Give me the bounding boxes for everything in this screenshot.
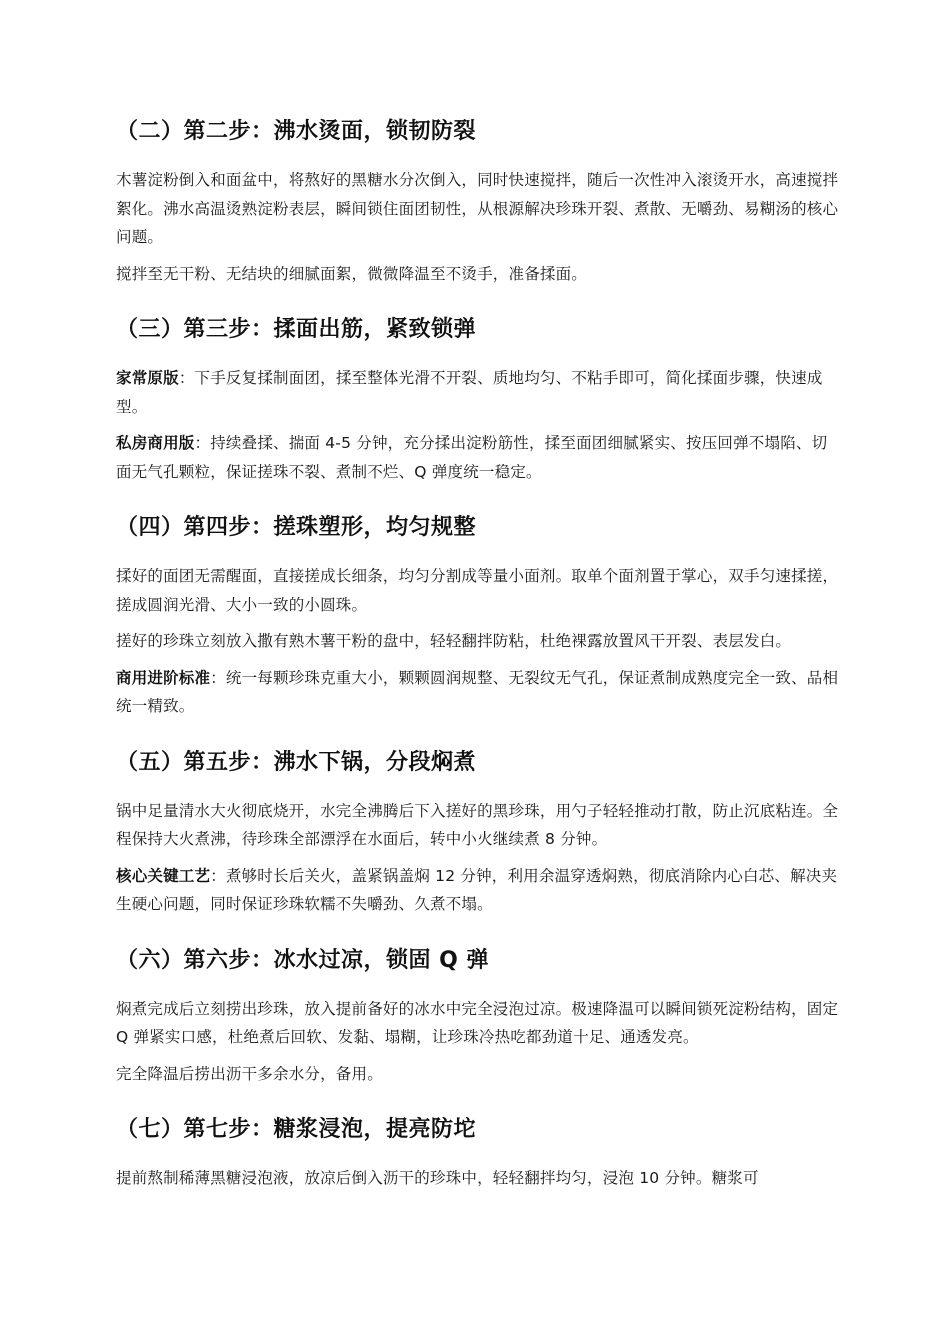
paragraph [116,664,840,721]
paragraph [116,1060,840,1089]
paragraph [116,1164,840,1193]
section-spacer [116,1096,840,1110]
section [116,1110,840,1193]
section-spacer [116,729,840,743]
paragraph-text: ：煮够时长后关火，盖紧锅盖焖 12 分钟，利用余温穿透焖熟，彻底消除内心白芯、解决夹生硬心问题，同时保证珍珠软糯不失嚼劲、久煮不塌。 [116,866,838,913]
paragraph [116,429,840,486]
section [116,310,840,486]
paragraph-bold-label: 核心关键工艺 [116,866,211,885]
paragraph-bold-label: 商用进阶标准 [116,668,211,687]
section-heading: （三）第三步：揉面出筋，紧致锁弹 [116,317,477,342]
paragraph-text: 搅拌至无干粉、无结块的细腻面絮，微微降温至不烫手，准备揉面。 [116,264,588,283]
section [116,743,840,919]
paragraph [116,562,840,619]
section [116,941,840,1089]
paragraph-text: 木薯淀粉倒入和面盆中，将熬好的黑糖水分次倒入，同时快速搅拌，随后一次性冲入滚烫开水，高速搅拌絮化。沸水高温烫熟淀粉表层，瞬间锁住面团韧性，从根源解决珍珠开裂、煮散、无嚼劲、易糊汤的核心问题。 [116,171,839,246]
paragraph-text: 提前熬制稀薄黑糖浸泡液，放凉后倒入沥干的珍珠中，轻轻翻拌均匀，浸泡 10 分钟。糖浆可 [116,1169,759,1187]
paragraph-bold-label: 家常原版 [116,369,179,387]
paragraph [116,862,840,919]
paragraph [116,260,840,289]
section-heading: （五）第五步：沸水下锅，分段焖煮 [116,749,477,775]
section-spacer [116,494,840,508]
paragraph-text: ：下手反复揉制面团，揉至整体光滑不开裂、质地均匀、不粘手即可，简化揉面步骤，快速成型。 [116,369,823,416]
section-heading: （六）第六步：冰水过凉，锁固 Q 弹 [116,947,490,973]
paragraph [116,166,840,252]
section-spacer [116,296,840,310]
paragraph [116,797,840,854]
paragraph-text: 搓好的珍珠立刻放入撒有熟木薯干粉的盘中，轻轻翻拌防粘，杜绝裸露放置风干开裂、表层发白。 [116,632,792,650]
paragraph [116,364,840,421]
document-content [116,112,840,1201]
section-heading: （四）第四步：搓珠塑形，均匀规整 [116,515,477,540]
section-heading: （二）第二步：沸水烫面，锁韧防裂 [116,119,477,144]
paragraph [116,995,840,1052]
section [116,508,840,721]
section [116,112,840,288]
paragraph-text: 焖煮完成后立刻捞出珍珠，放入提前备好的冰水中完全浸泡过凉。极速降温可以瞬间锁死淀粉结构，固定 Q 弹紧实口感，杜绝煮后回软、发黏、塌糊，让珍珠冷热吃都劲道十足、通透发亮。 [116,999,839,1046]
paragraph-text: ：统一每颗珍珠克重大小，颗颗圆润规整、无裂纹无气孔，保证煮制成熟度完全一致、品相统一精致。 [116,668,839,715]
paragraph-text: 揉好的面团无需醒面，直接搓成长细条，均匀分割成等量小面剂。取单个面剂置于掌心，双手匀速揉搓，搓成圆润光滑、大小一致的小圆珠。 [116,567,839,614]
paragraph-text: ：持续叠揉、揣面 4-5 分钟，充分揉出淀粉筋性，揉至面团细腻紧实、按压回弹不塌陷、切面无气孔颗粒，保证搓珠不裂、煮制不烂、Q 弹度统一稳定。 [116,434,828,481]
paragraph-text: 完全降温后捞出沥干多余水分，备用。 [116,1064,383,1083]
paragraph [116,627,840,656]
paragraph-bold-label: 私房商用版 [116,434,195,452]
paragraph-text: 锅中足量清水大火彻底烧开，水完全沸腾后下入搓好的黑珍珠，用勺子轻轻推动打散，防止沉底粘连。全程保持大火煮沸，待珍珠全部漂浮在水面后，转中小火继续煮 8 分钟。 [116,801,839,848]
section-spacer [116,927,840,941]
section-heading: （七）第七步：糖浆浸泡，提亮防坨 [116,1117,477,1142]
